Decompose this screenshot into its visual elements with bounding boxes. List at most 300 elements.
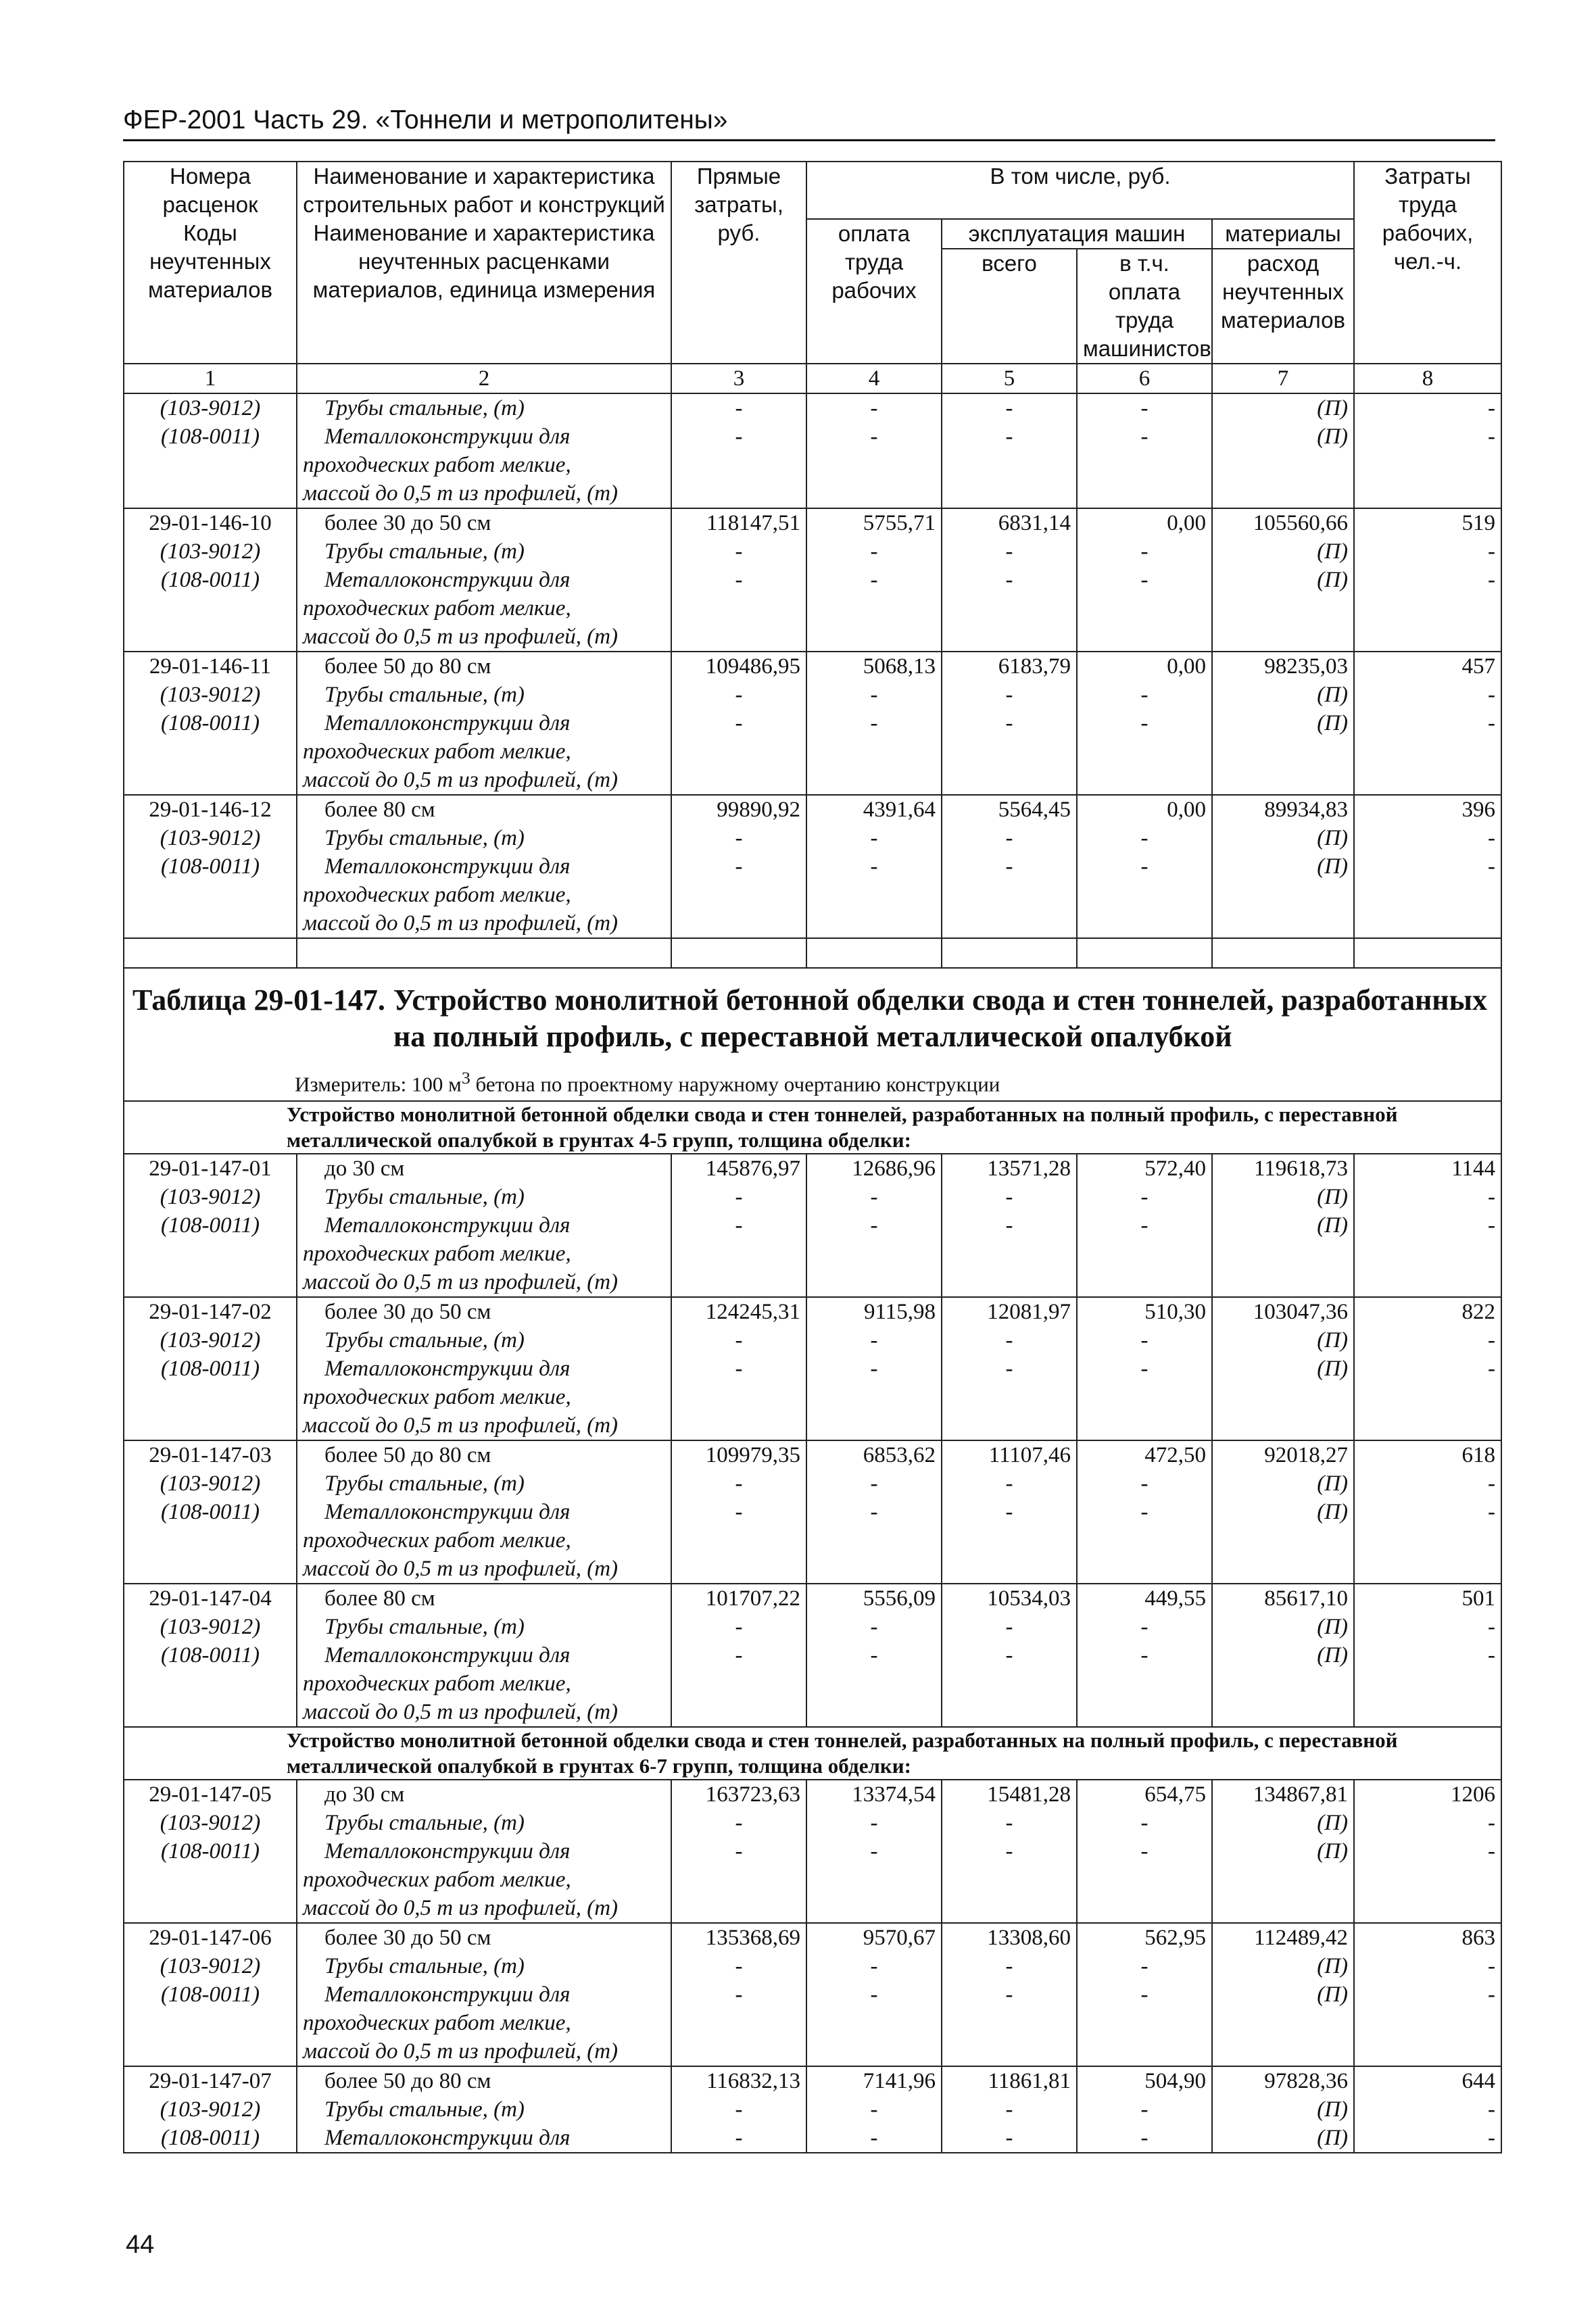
dash-cell: - [806, 1837, 942, 1866]
worker-pay: 5556,09 [806, 1584, 942, 1613]
dash-cell: - [806, 824, 942, 852]
material-name: Металлоконструкции для [297, 1837, 671, 1866]
material-name: Металлоконструкции для [297, 1211, 671, 1240]
material-name-cont: массой до 0,5 т из профилей, (т) [297, 1555, 671, 1584]
table-title [132, 982, 1487, 1055]
material-name: Трубы стальные, (т) [297, 393, 671, 422]
dash-cell: - [1354, 709, 1501, 737]
material-name: Металлоконструкции для [297, 2124, 671, 2153]
machinist-pay: 472,50 [1077, 1440, 1212, 1469]
material-name: Трубы стальные, (т) [297, 824, 671, 852]
material-row-cont [124, 737, 1501, 766]
material-flag: (П) [1212, 1613, 1354, 1641]
material-name-cont: проходческих работ мелкие, [297, 1670, 671, 1698]
material-row-cont [124, 2037, 1501, 2066]
dash-cell: - [942, 1211, 1077, 1240]
labor-hours: 1206 [1354, 1780, 1501, 1809]
material-name-cont: массой до 0,5 т из профилей, (т) [297, 2037, 671, 2066]
machines-total: 15481,28 [942, 1780, 1077, 1809]
rate-name: более 50 до 80 см [297, 2066, 671, 2095]
material-code: (108-0011) [124, 709, 297, 737]
material-name-cont: массой до 0,5 т из профилей, (т) [297, 623, 671, 652]
dash-cell: - [1354, 1326, 1501, 1355]
table-146-rates [124, 508, 1501, 938]
material-row-cont [124, 1866, 1501, 1894]
material-code: (108-0011) [124, 1641, 297, 1670]
material-name-cont: проходческих работ мелкие, [297, 594, 671, 623]
dash-cell: - [1354, 393, 1501, 422]
material-flag: (П) [1212, 2095, 1354, 2124]
material-row-cont [124, 1555, 1501, 1584]
materials-cost: 134867,81 [1212, 1780, 1354, 1809]
labor-hours: 1144 [1354, 1154, 1501, 1183]
material-row [124, 1980, 1501, 2009]
dash-cell: - [806, 1355, 942, 1383]
material-row [124, 537, 1501, 566]
dash-cell: - [1354, 1980, 1501, 2009]
material-row [124, 1211, 1501, 1240]
material-row [124, 824, 1501, 852]
material-name: Металлоконструкции для [297, 852, 671, 881]
direct-costs: 116832,13 [671, 2066, 806, 2095]
worker-pay: 5755,71 [806, 508, 942, 537]
dash-cell: - [671, 681, 806, 709]
material-code: (108-0011) [124, 1355, 297, 1383]
worker-pay: 5068,13 [806, 652, 942, 681]
material-name-cont: проходческих работ мелкие, [297, 1240, 671, 1268]
dash-cell: - [1077, 393, 1212, 422]
material-name-cont: проходческих работ мелкие, [297, 2009, 671, 2037]
labor-hours: 618 [1354, 1440, 1501, 1469]
materials-cost: 105560,66 [1212, 508, 1354, 537]
dash-cell: - [942, 2095, 1077, 2124]
material-flag: (П) [1212, 824, 1354, 852]
table-number: Таблица 29-01-147. [132, 983, 385, 1017]
material-row-cont [124, 623, 1501, 652]
material-name: Металлоконструкции для [297, 1498, 671, 1526]
material-code: (103-9012) [124, 1952, 297, 1980]
header-unaccounted-materials: расход неучтенных материалов [1212, 249, 1354, 364]
machines-total: 11861,81 [942, 2066, 1077, 2095]
material-flag: (П) [1212, 422, 1354, 451]
dash-cell: - [671, 1469, 806, 1498]
material-row-cont [124, 1670, 1501, 1698]
dash-cell: - [1077, 681, 1212, 709]
header-rate-numbers: Номера расценок [124, 162, 297, 219]
dash-cell: - [942, 2124, 1077, 2153]
rate-row [124, 652, 1501, 681]
machinist-pay: 0,00 [1077, 652, 1212, 681]
material-row [124, 1326, 1501, 1355]
dash-cell: - [1077, 537, 1212, 566]
section-heading-text: Устройство монолитной бетонной обделки свода и стен тоннелей, разработанных на полный профиль, с переставной металлической опалубкой в грунтах 4-5 групп, толщина обделки: [124, 1101, 1501, 1154]
dash-cell: - [806, 1469, 942, 1498]
dash-cell: - [1354, 681, 1501, 709]
material-code: (103-9012) [124, 1613, 297, 1641]
material-row-cont [124, 594, 1501, 623]
dash-cell: - [1077, 709, 1212, 737]
dash-cell: - [1077, 1498, 1212, 1526]
material-code: (108-0011) [124, 2124, 297, 2153]
dash-cell: - [671, 537, 806, 566]
dash-cell: - [671, 422, 806, 451]
dash-cell: - [671, 1326, 806, 1355]
material-code: (103-9012) [124, 824, 297, 852]
worker-pay: 13374,54 [806, 1780, 942, 1809]
table-147-title-cell [124, 968, 1501, 1101]
labor-hours: 501 [1354, 1584, 1501, 1613]
dash-cell: - [671, 824, 806, 852]
col-number: 3 [671, 364, 806, 393]
machinist-pay: 504,90 [1077, 2066, 1212, 2095]
worker-pay: 9115,98 [806, 1297, 942, 1326]
dash-cell: - [942, 824, 1077, 852]
dash-cell: - [806, 2095, 942, 2124]
dash-cell: - [942, 852, 1077, 881]
dash-cell: - [1354, 422, 1501, 451]
dash-cell: - [1077, 1469, 1212, 1498]
material-code: (108-0011) [124, 1980, 297, 2009]
dash-cell: - [806, 1952, 942, 1980]
header-machines: эксплуатация машин [942, 219, 1212, 249]
materials-cost: 89934,83 [1212, 795, 1354, 824]
materials-cost: 103047,36 [1212, 1297, 1354, 1326]
worker-pay: 9570,67 [806, 1923, 942, 1952]
dash-cell: - [1354, 566, 1501, 594]
material-code: (108-0011) [124, 422, 297, 451]
material-row [124, 1952, 1501, 1980]
dash-cell: - [942, 1809, 1077, 1837]
material-flag: (П) [1212, 1837, 1354, 1866]
material-row [124, 1355, 1501, 1383]
dash-cell: - [806, 852, 942, 881]
material-name-cont: массой до 0,5 т из профилей, (т) [297, 1698, 671, 1727]
dash-cell: - [671, 1613, 806, 1641]
material-row-cont [124, 881, 1501, 909]
worker-pay: 4391,64 [806, 795, 942, 824]
dash-cell: - [1077, 1183, 1212, 1211]
material-name-cont: массой до 0,5 т из профилей, (т) [297, 479, 671, 508]
material-name-cont: проходческих работ мелкие, [297, 737, 671, 766]
material-row-cont [124, 479, 1501, 508]
machines-total: 13571,28 [942, 1154, 1077, 1183]
material-row-cont [124, 1240, 1501, 1268]
dash-cell: - [806, 422, 942, 451]
page-number: 44 [126, 2231, 155, 2259]
direct-costs: 109486,95 [671, 652, 806, 681]
header-worker-pay: оплата труда рабочих [806, 219, 942, 364]
direct-costs: 99890,92 [671, 795, 806, 824]
material-code: (103-9012) [124, 393, 297, 422]
dash-cell: - [1354, 1837, 1501, 1866]
materials-cost: 98235,03 [1212, 652, 1354, 681]
material-code: (103-9012) [124, 1183, 297, 1211]
material-name: Металлоконструкции для [297, 566, 671, 594]
dash-cell: - [1077, 2124, 1212, 2153]
header-machines-total: всего [942, 249, 1077, 364]
dash-cell: - [1077, 852, 1212, 881]
rate-row [124, 1154, 1501, 1183]
dash-cell: - [1077, 1355, 1212, 1383]
material-flag: (П) [1212, 1952, 1354, 1980]
dash-cell: - [1354, 2095, 1501, 2124]
material-row [124, 852, 1501, 881]
material-name: Трубы стальные, (т) [297, 2095, 671, 2124]
dash-cell: - [1354, 1355, 1501, 1383]
dash-cell: - [1077, 1837, 1212, 1866]
materials-cost: 97828,36 [1212, 2066, 1354, 2095]
header-direct-costs: Прямые затраты, руб. [671, 162, 806, 364]
rate-name: более 80 см [297, 1584, 671, 1613]
dash-cell: - [942, 1326, 1077, 1355]
dash-cell: - [671, 2095, 806, 2124]
rate-name: до 30 см [297, 1780, 671, 1809]
dash-cell: - [942, 422, 1077, 451]
dash-cell: - [671, 709, 806, 737]
direct-costs: 124245,31 [671, 1297, 806, 1326]
dash-cell: - [1354, 1183, 1501, 1211]
dash-cell: - [671, 1952, 806, 1980]
material-flag: (П) [1212, 1980, 1354, 2009]
material-name-cont: массой до 0,5 т из профилей, (т) [297, 1894, 671, 1923]
material-flag: (П) [1212, 1183, 1354, 1211]
worker-pay: 12686,96 [806, 1154, 942, 1183]
material-name-cont: проходческих работ мелкие, [297, 1383, 671, 1411]
dash-cell: - [942, 1641, 1077, 1670]
dash-cell: - [1077, 1641, 1212, 1670]
material-code: (103-9012) [124, 2095, 297, 2124]
dash-cell: - [671, 1837, 806, 1866]
dash-cell: - [671, 1641, 806, 1670]
header-labor-hours: Затраты труда рабочих, чел.-ч. [1354, 162, 1501, 364]
dash-cell: - [942, 1837, 1077, 1866]
dash-cell: - [1077, 824, 1212, 852]
dash-cell: - [1354, 1641, 1501, 1670]
header-including: В том числе, руб. [806, 162, 1354, 219]
direct-costs: 163723,63 [671, 1780, 806, 1809]
dash-cell: - [671, 1498, 806, 1526]
material-name: Трубы стальные, (т) [297, 1326, 671, 1355]
material-name-cont: массой до 0,5 т из профилей, (т) [297, 1268, 671, 1297]
direct-costs: 101707,22 [671, 1584, 806, 1613]
dash-cell: - [942, 1183, 1077, 1211]
machines-total: 13308,60 [942, 1923, 1077, 1952]
material-name: Трубы стальные, (т) [297, 1809, 671, 1837]
rate-name: до 30 см [297, 1154, 671, 1183]
material-flag: (П) [1212, 2124, 1354, 2153]
col-number: 2 [297, 364, 671, 393]
dash-cell: - [1354, 852, 1501, 881]
material-code: (103-9012) [124, 1809, 297, 1837]
material-row [124, 1183, 1501, 1211]
dash-cell: - [1077, 1326, 1212, 1355]
dash-cell: - [942, 1355, 1077, 1383]
machines-total: 11107,46 [942, 1440, 1077, 1469]
rate-code: 29-01-147-07 [124, 2066, 297, 2095]
dash-cell: - [806, 709, 942, 737]
material-flag: (П) [1212, 1211, 1354, 1240]
dash-cell: - [1354, 1809, 1501, 1837]
material-flag: (П) [1212, 1355, 1354, 1383]
material-row-cont [124, 909, 1501, 938]
material-row-cont [124, 766, 1501, 795]
material-row-cont [124, 451, 1501, 479]
dash-cell: - [1354, 1469, 1501, 1498]
rate-code: 29-01-147-02 [124, 1297, 297, 1326]
materials-cost: 112489,42 [1212, 1923, 1354, 1952]
header-material-codes: Коды неучтенных материалов [124, 219, 297, 364]
dash-cell: - [671, 1183, 806, 1211]
rate-row [124, 1584, 1501, 1613]
header-material-name: Наименование и характеристика неучтенных расценками материалов, единица измерения [297, 219, 671, 364]
rate-name: более 50 до 80 см [297, 1440, 671, 1469]
material-code: (108-0011) [124, 1211, 297, 1240]
dash-cell: - [1077, 566, 1212, 594]
material-code: (103-9012) [124, 537, 297, 566]
material-name: Металлоконструкции для [297, 1355, 671, 1383]
material-name-cont: проходческих работ мелкие, [297, 1526, 671, 1555]
labor-hours: 822 [1354, 1297, 1501, 1326]
previous-rate-continuation [124, 393, 1501, 508]
col-number: 4 [806, 364, 942, 393]
material-code: (108-0011) [124, 852, 297, 881]
col-number: 5 [942, 364, 1077, 393]
price-table-wrapper [123, 161, 1501, 2153]
unit-of-measure [132, 1065, 1487, 1100]
dash-cell: - [806, 566, 942, 594]
rate-code: 29-01-146-10 [124, 508, 297, 537]
material-code: (108-0011) [124, 1498, 297, 1526]
dash-cell: - [1354, 824, 1501, 852]
dash-cell: - [1077, 1952, 1212, 1980]
rate-name: более 30 до 50 см [297, 1297, 671, 1326]
material-flag: (П) [1212, 566, 1354, 594]
rate-row [124, 2066, 1501, 2095]
machinist-pay: 0,00 [1077, 508, 1212, 537]
material-row-cont [124, 1268, 1501, 1297]
direct-costs: 135368,69 [671, 1923, 806, 1952]
labor-hours: 457 [1354, 652, 1501, 681]
rate-code: 29-01-147-03 [124, 1440, 297, 1469]
table-146-trailing-space [124, 938, 1501, 968]
dash-cell: - [806, 1980, 942, 2009]
meter-prefix: Измеритель: 100 м [295, 1072, 462, 1096]
material-flag: (П) [1212, 393, 1354, 422]
material-flag: (П) [1212, 537, 1354, 566]
rate-name: более 80 см [297, 795, 671, 824]
rate-code: 29-01-147-05 [124, 1780, 297, 1809]
material-name: Трубы стальные, (т) [297, 537, 671, 566]
worker-pay: 7141,96 [806, 2066, 942, 2095]
material-row [124, 2124, 1501, 2153]
material-name-cont: массой до 0,5 т из профилей, (т) [297, 766, 671, 795]
material-name-cont: проходческих работ мелкие, [297, 451, 671, 479]
material-row [124, 709, 1501, 737]
rate-code: 29-01-147-04 [124, 1584, 297, 1613]
material-code: (108-0011) [124, 1837, 297, 1866]
page-header: ФЕР-2001 Часть 29. «Тоннели и метрополитены» [123, 105, 1495, 141]
section-heading [124, 1101, 1501, 1154]
rate-code: 29-01-147-06 [124, 1923, 297, 1952]
dash-cell: - [806, 1183, 942, 1211]
rate-row [124, 508, 1501, 537]
table-caption: Устройство монолитной бетонной обделки свода и стен тоннелей, разработанных на полный профиль, с переставной металлической опалубкой [393, 983, 1487, 1053]
dash-cell: - [671, 566, 806, 594]
rate-code: 29-01-147-01 [124, 1154, 297, 1183]
material-name: Металлоконструкции для [297, 422, 671, 451]
dash-cell: - [1077, 1613, 1212, 1641]
material-code: (108-0011) [124, 566, 297, 594]
material-code: (103-9012) [124, 1326, 297, 1355]
dash-cell: - [671, 393, 806, 422]
rate-name: более 30 до 50 см [297, 1923, 671, 1952]
rate-row [124, 1297, 1501, 1326]
material-row [124, 681, 1501, 709]
meter-superscript: 3 [461, 1068, 470, 1088]
meter-suffix: бетона по проектному наружному очертанию конструкции [470, 1072, 1000, 1096]
col-number: 7 [1212, 364, 1354, 393]
dash-cell: - [671, 852, 806, 881]
table-147-rates-group-2 [124, 1780, 1501, 2153]
direct-costs: 145876,97 [671, 1154, 806, 1183]
dash-cell: - [671, 1809, 806, 1837]
col-number: 8 [1354, 364, 1501, 393]
material-name: Трубы стальные, (т) [297, 1469, 671, 1498]
material-flag: (П) [1212, 709, 1354, 737]
dash-cell: - [1077, 1809, 1212, 1837]
dash-cell: - [671, 1355, 806, 1383]
material-row [124, 422, 1501, 451]
material-flag: (П) [1212, 681, 1354, 709]
rate-row [124, 795, 1501, 824]
dash-cell: - [806, 393, 942, 422]
table-147-title-row [124, 968, 1501, 1101]
material-flag: (П) [1212, 1641, 1354, 1670]
dash-cell: - [1077, 1980, 1212, 2009]
dash-cell: - [806, 2124, 942, 2153]
rate-row [124, 1923, 1501, 1952]
dash-cell: - [806, 1613, 942, 1641]
dash-cell: - [942, 1498, 1077, 1526]
dash-cell: - [1354, 1211, 1501, 1240]
rate-code: 29-01-146-11 [124, 652, 297, 681]
dash-cell: - [806, 537, 942, 566]
dash-cell: - [1077, 422, 1212, 451]
material-row-cont [124, 1698, 1501, 1727]
dash-cell: - [1354, 1952, 1501, 1980]
labor-hours: 644 [1354, 2066, 1501, 2095]
dash-cell: - [942, 566, 1077, 594]
material-row-cont [124, 1411, 1501, 1440]
rate-code: 29-01-146-12 [124, 795, 297, 824]
material-row [124, 2095, 1501, 2124]
material-row [124, 1641, 1501, 1670]
section-heading-text: Устройство монолитной бетонной обделки свода и стен тоннелей, разработанных на полный профиль, с переставной металлической опалубкой в грунтах 6-7 групп, толщина обделки: [124, 1727, 1501, 1780]
material-flag: (П) [1212, 1809, 1354, 1837]
dash-cell: - [942, 1613, 1077, 1641]
header-work-name: Наименование и характеристика строительных работ и конструкций [297, 162, 671, 219]
direct-costs: 118147,51 [671, 508, 806, 537]
dash-cell: - [1077, 1211, 1212, 1240]
dash-cell: - [1354, 2124, 1501, 2153]
machinist-pay: 572,40 [1077, 1154, 1212, 1183]
section-heading [124, 1727, 1501, 1780]
material-name-cont: проходческих работ мелкие, [297, 881, 671, 909]
dash-cell: - [942, 1469, 1077, 1498]
material-row-cont [124, 1526, 1501, 1555]
material-row [124, 1809, 1501, 1837]
direct-costs: 109979,35 [671, 1440, 806, 1469]
